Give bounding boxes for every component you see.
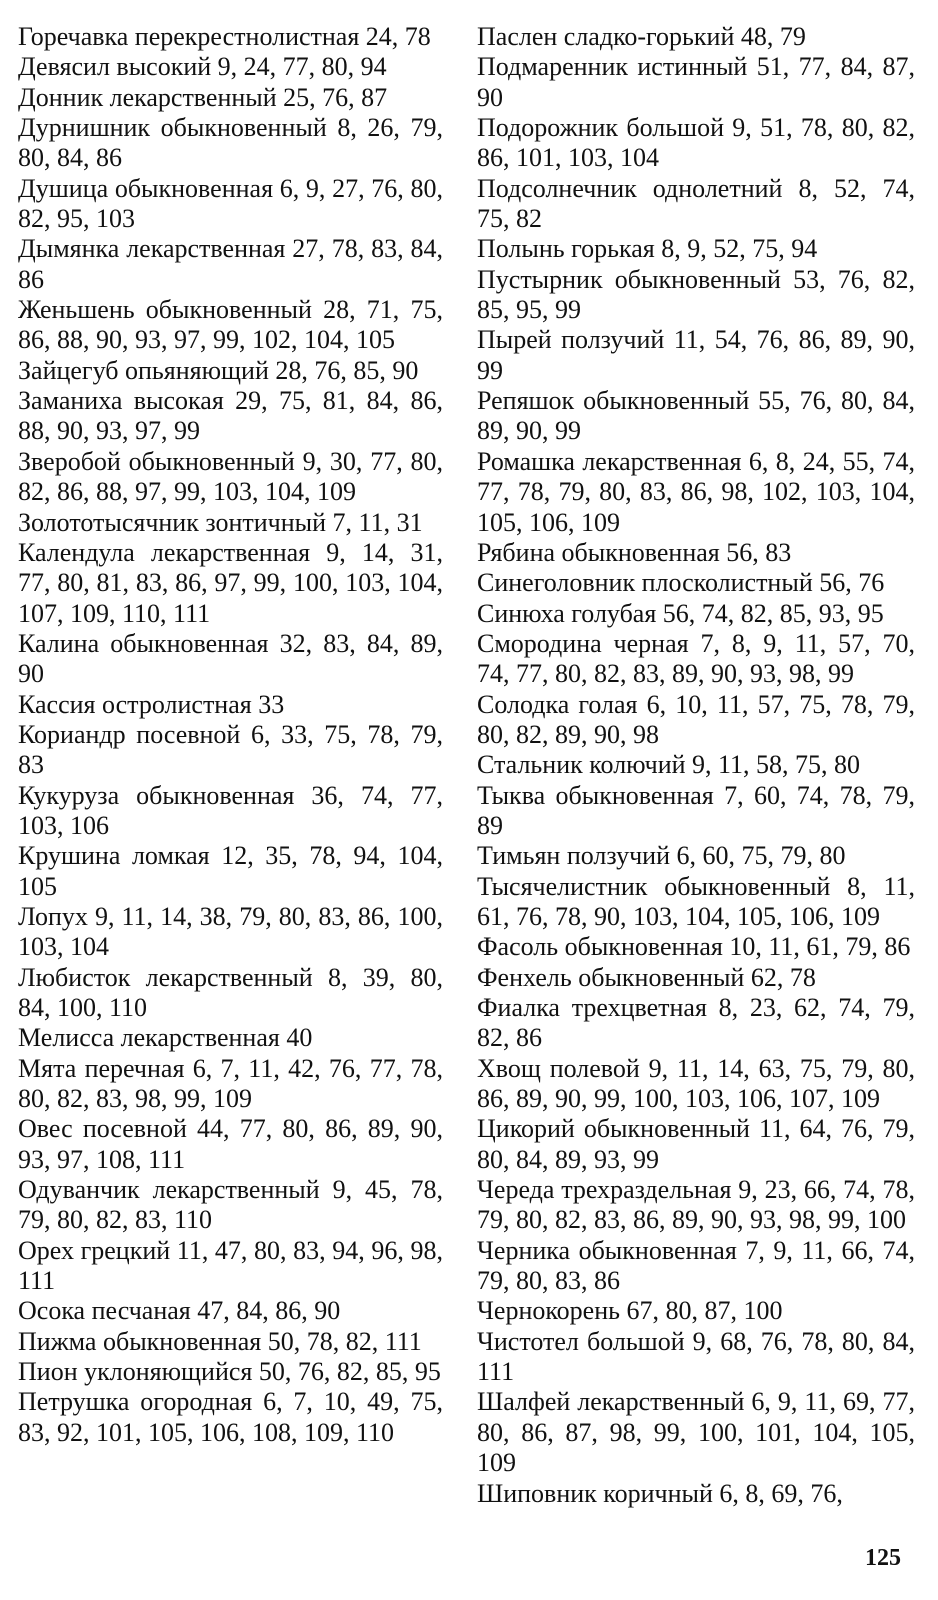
index-entry: Орех грецкий 11, 47, 80, 83, 94, 96, 98, 111 [18, 1235, 443, 1296]
index-entry: Паслен сладко-горький 48, 79 [477, 22, 806, 51]
index-entry: Заманиха высокая 29, 75, 81, 84, 86, 88, 90, 93, 97, 99 [18, 386, 443, 446]
index-entry: Фенхель обыкновенный 62, 78 [477, 962, 816, 992]
index-entry: Зайцегуб опьяняющий 28, 76, 85, 90 [18, 355, 419, 385]
index-entry: Осока песчаная 47, 84, 86, 90 [18, 1296, 341, 1326]
index-entry: Подсолнечник однолетний 8, 52, 74, 75, 82 [477, 173, 915, 234]
index-entry: Календула лекарственная 9, 14, 31, 77, 80, 81, 83, 86, 97, 99, 100, 103, 104, 107, 109, 110, 111 [18, 537, 443, 628]
page-number: 125 [865, 1545, 901, 1571]
index-entry: Полынь горькая 8, 9, 52, 75, 94 [477, 234, 818, 264]
index-entry: Мелисса лекарственная 40 [18, 1023, 313, 1053]
index-entry: Солодка голая 6, 10, 11, 57, 75, 78, 79, 80, 82, 89, 90, 98 [477, 689, 915, 749]
index-entry: Подмаренник истинный 51, 77, 84, 87, 90 [477, 52, 915, 112]
index-entry: Фасоль обыкновенная 10, 11, 61, 79, 86 [477, 932, 911, 962]
index-entry: Калина обыкновенная 32, 83, 84, 89, 90 [18, 628, 443, 689]
index-entry: Петрушка огородная 6, 7, 10, 49, 75, 83, 92, 101, 105, 106, 108, 109, 110 [18, 1387, 443, 1447]
index-entry: Дурнишник обыкновенный 8, 26, 79, 80, 84, 86 [18, 113, 443, 173]
index-column-right [477, 22, 915, 1509]
index-entry: Шалфей лекарственный 6, 9, 11, 69, 77, 80, 86, 87, 98, 99, 100, 101, 104, 105, 109 [477, 1387, 915, 1478]
index-entry: Стальник колючий 9, 11, 58, 75, 80 [477, 750, 861, 780]
index-entry: Репяшок обыкновенный 55, 76, 80, 84, 89, 90, 99 [477, 386, 915, 446]
index-entry: Любисток лекарственный 8, 39, 80, 84, 100, 110 [18, 962, 443, 1022]
index-entry: Ромашка лекарственная 6, 8, 24, 55, 74, 77, 78, 79, 80, 83, 86, 98, 102, 103, 104, 105, 106, 109 [477, 446, 915, 537]
index-entry: Девясил высокий 9, 24, 77, 80, 94 [18, 52, 387, 82]
index-column-left [18, 22, 443, 1448]
index-entry: Женьшень обыкновенный 28, 71, 75, 86, 88, 90, 93, 97, 99, 102, 104, 105 [18, 295, 443, 355]
index-entry: Фиалка трехцветная 8, 23, 62, 74, 79, 82, 86 [477, 993, 915, 1053]
index-entry: Пырей ползучий 11, 54, 76, 86, 89, 90, 99 [477, 325, 915, 385]
index-entry: Тысячелистник обыкновенный 8, 11, 61, 76, 78, 90, 103, 104, 105, 106, 109 [477, 871, 915, 931]
index-entry: Кориандр посевной 6, 33, 75, 78, 79, 83 [18, 719, 443, 780]
index-entry: Золототысячник зонтичный 7, 11, 31 [18, 507, 423, 537]
index-entry: Тыква обыкновенная 7, 60, 74, 78, 79, 89 [477, 780, 915, 840]
index-entry: Лопух 9, 11, 14, 38, 79, 80, 83, 86, 100, 103, 104 [18, 901, 443, 962]
index-entry: Кукуруза обыкновенная 36, 74, 77, 103, 106 [18, 780, 443, 840]
index-entry: Душица обыкновенная 6, 9, 27, 76, 80, 82, 95, 103 [18, 173, 443, 234]
index-entry: Синеголовник плосколистный 56, 76 [477, 568, 885, 598]
index-entry: Чистотел большой 9, 68, 76, 78, 80, 84, 111 [477, 1326, 915, 1387]
index-entry: Цикорий обыкновенный 11, 64, 76, 79, 80, 84, 89, 93, 99 [477, 1114, 915, 1174]
index-entry: Дымянка лекарственная 27, 78, 83, 84, 86 [18, 234, 443, 294]
index-entry: Рябина обыкновенная 56, 83 [477, 537, 792, 567]
index-entry: Одуванчик лекарственный 9, 45, 78, 79, 80, 82, 83, 110 [18, 1175, 443, 1235]
index-entry: Шиповник коричный 6, 8, 69, 76, [477, 1478, 843, 1508]
index-entry: Чернокорень 67, 80, 87, 100 [477, 1296, 783, 1326]
index-entry: Овес посевной 44, 77, 80, 86, 89, 90, 93, 97, 108, 111 [18, 1114, 443, 1174]
index-entry: Кассия остролистная 33 [18, 689, 285, 719]
index-entry: Черника обыкновенная 7, 9, 11, 66, 74, 79, 80, 83, 86 [477, 1235, 915, 1296]
index-entry: Пустырник обыкновенный 53, 76, 82, 85, 95, 99 [477, 264, 915, 325]
index-entry: Синюха голубая 56, 74, 82, 85, 93, 95 [477, 598, 884, 628]
index-entry: Донник лекарственный 25, 76, 87 [18, 82, 388, 112]
index-entry: Череда трехраздельная 9, 23, 66, 74, 78, 79, 80, 82, 83, 86, 89, 90, 93, 98, 99, 100 [477, 1175, 915, 1235]
index-entry: Пижма обыкновенная 50, 78, 82, 111 [18, 1326, 422, 1356]
index-entry: Хвощ полевой 9, 11, 14, 63, 75, 79, 80, 86, 89, 90, 99, 100, 103, 106, 107, 109 [477, 1053, 915, 1114]
index-entry: Тимьян ползучий 6, 60, 75, 79, 80 [477, 841, 846, 871]
index-entry: Мята перечная 6, 7, 11, 42, 76, 77, 78, 80, 82, 83, 98, 99, 109 [18, 1053, 443, 1114]
index-entry: Смородина черная 7, 8, 9, 11, 57, 70, 74, 77, 80, 82, 83, 89, 90, 93, 98, 99 [477, 628, 915, 689]
index-entry: Зверобой обыкновенный 9, 30, 77, 80, 82, 86, 88, 97, 99, 103, 104, 109 [18, 446, 443, 507]
index-entry: Горечавка перекрестнолистная 24, 78 [18, 22, 431, 51]
index-entry: Пион уклоняющийся 50, 76, 82, 85, 95 [18, 1357, 441, 1387]
index-entry: Крушина ломкая 12, 35, 78, 94, 104, 105 [18, 841, 443, 901]
index-entry: Подорожник большой 9, 51, 78, 80, 82, 86, 101, 103, 104 [477, 113, 915, 173]
